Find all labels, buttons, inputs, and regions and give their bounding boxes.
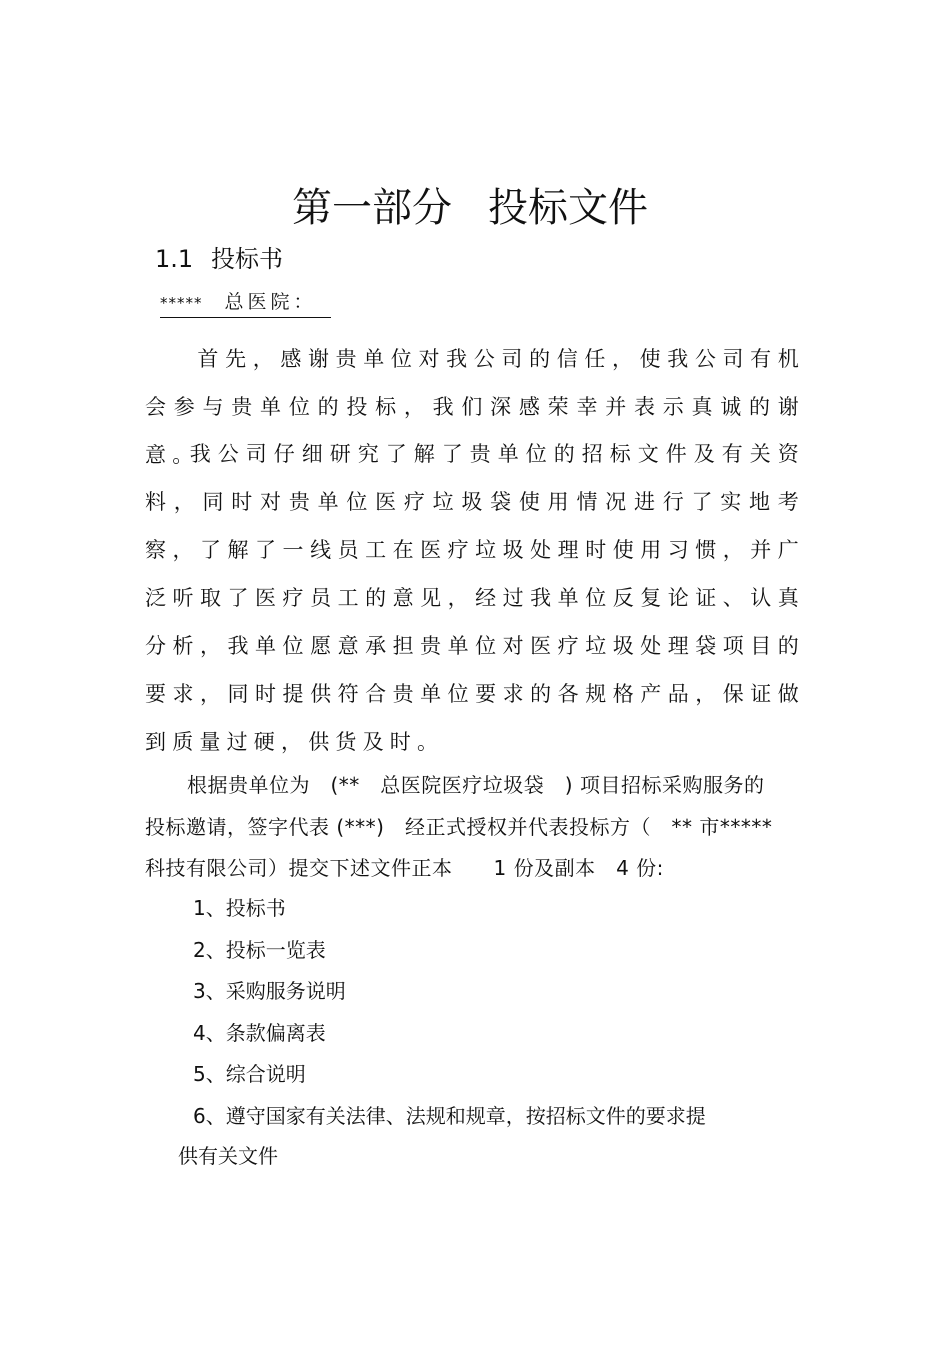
paragraph-research-text: 我公司仔细研究了解了贵单位的招标文件及有关资料，同时对贵单位医疗垃圾袋使用情况进行了实地考察，了解了一线员工在医疗垃圾处理时使用习惯，并广泛听取了医疗员工的意见，经过我单位反复论证、认真分析，我单位愿意承担贵单位对医疗垃圾处理袋项目的要求，同时提供符合贵单位要求的各规格产品，保证做到质量过硬，供货及时。 — [145, 442, 805, 754]
section-title: 投标书 — [211, 245, 283, 273]
list-item: 2、投标一览表 — [193, 937, 326, 962]
submission-line2-text: 投标邀请，签字代表 (***) 经正式授权并代表投标方（ ** 市***** — [145, 815, 773, 839]
section-heading — [155, 242, 283, 276]
document-list — [193, 888, 813, 1137]
list-item: 3、采购服务说明 — [193, 979, 346, 1003]
addressee-stars: ***** — [160, 294, 203, 312]
title-part: 第一部分 — [292, 185, 452, 231]
submission-line3-text: 科技有限公司）提交下述文件正本 1 份及副本 4 份: — [145, 856, 664, 880]
paragraph-gratitude-text: 首先，感谢贵单位对我公司的信任，使我公司有机会参与贵单位的投标，我们深感荣幸并表示真诚的谢意。 — [145, 347, 805, 467]
list-item: 4、条款偏离表 — [193, 1020, 326, 1045]
addressee-name: 总医院： — [224, 291, 317, 313]
document-title — [0, 182, 940, 234]
addressee-line — [160, 289, 331, 318]
paragraph-submission-line1 — [145, 764, 805, 806]
section-number: 1.1 — [155, 245, 194, 273]
list-item: 5、综合说明 — [193, 1062, 306, 1086]
paragraph-submission-line3 — [145, 847, 805, 889]
submission-line1-text: 根据贵单位为 (** 总医院医疗垃圾袋 ) 项目招标采购服务的 — [187, 773, 765, 797]
list-item: 6、遵守国家有关法律、法规和规章，按招标文件的要求提 — [193, 1103, 706, 1128]
paragraph-submission-line2 — [145, 806, 805, 848]
list-item: 1、投标书 — [193, 896, 286, 920]
paragraph-research — [145, 430, 805, 766]
list-item-continuation: 供有关文件 — [178, 1144, 278, 1168]
title-main: 投标文件 — [488, 185, 648, 231]
